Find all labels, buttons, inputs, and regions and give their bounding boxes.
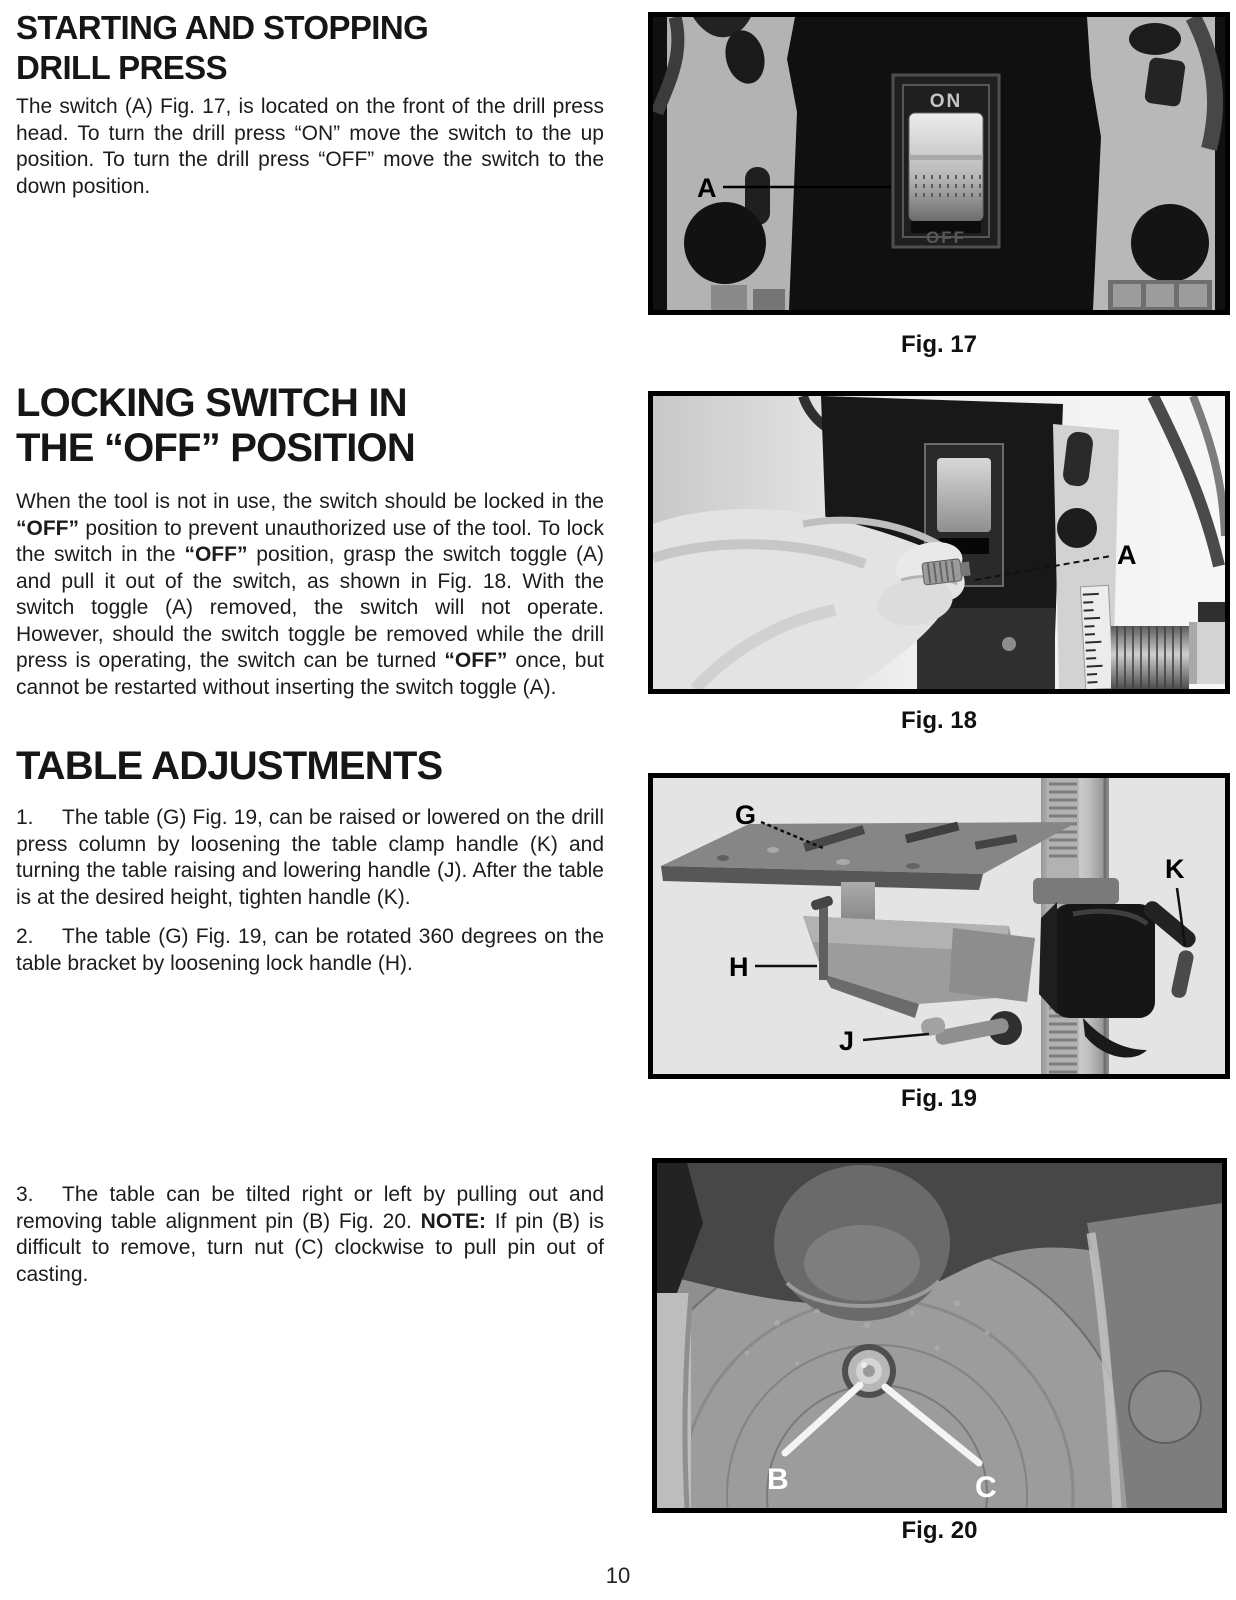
list-item-number: 2. [16,925,34,948]
list-item-2 [16,924,604,977]
list-item-text: The table can be tilted right or left by pulling out and removing table alignment pin (B) Fig. 20. NOTE: If pin (B) is difficult to remove, turn nut (C) clockwise to pull pin out of casting. [16,1183,604,1286]
figure-19-caption: Fig. 19 [900,1085,978,1112]
list-item-number: 3. [16,1183,34,1206]
part-label-a: A [697,173,717,203]
figure-20 [652,1158,1227,1544]
figure-19-photo-table [653,778,1225,1074]
section-heading-starting [16,8,616,88]
list-item-3 [16,1182,604,1288]
part-label-h: H [729,952,749,982]
figure-17 [648,12,1230,358]
switch-toggle [909,113,983,221]
switch-on-text: ON [929,91,963,112]
part-label-k: K [1165,854,1185,884]
figure-17-photo-switch [653,17,1225,310]
section-heading-locking [16,381,616,471]
part-label-j: J [839,1026,855,1056]
left-bracket-casting [657,17,797,310]
figure-18-caption: Fig. 18 [900,707,978,734]
figure-17-caption: Fig. 17 [900,331,978,358]
list-item-text: The table (G) Fig. 19, can be raised or lowered on the drill press column by loosening the table clamp handle (K) and turning the table raising and lowering handle (J). After the table is at the desired height, tighten handle (K). [16,806,604,909]
body-paragraph-starting: The switch (A) Fig. 17, is located on the front of the drill press head. To turn the drill press “ON” move the switch to the up position. To turn the drill press “OFF” move the switch to the down position. [16,95,604,198]
part-label-a: A [1117,540,1137,570]
part-label-b: B [767,1463,789,1496]
figure-19 [648,773,1230,1112]
figure-18-photo-hand-toggle [653,396,1225,689]
figure-20-photo-casting [657,1163,1222,1508]
figure-20-frame [652,1158,1227,1513]
list-item-text: The table (G) Fig. 19, can be rotated 360 degrees on the table bracket by loosening lock handle (H). [16,925,604,975]
right-bracket-casting [1087,17,1215,310]
figure-20-caption: Fig. 20 [901,1517,978,1544]
heading-line: STARTING AND STOPPING [16,9,429,46]
switch-toggle-socket [937,458,991,532]
body-paragraph-locking: When the tool is not in use, the switch should be locked in the “OFF” position to prevent unauthorized use of the tool. To lock the switch in the “OFF” position, grasp the switch toggle (A) and pull it out of the switch, as shown in Fig. 18. With the switch toggle (A) removed, the switch will not operate. However, should the switch toggle be removed while the drill press is operating, the switch can be turned “OFF” once, but cannot be restarted without inserting the switch toggle (A). [16,490,604,699]
part-label-g: G [735,800,757,830]
heading-line: DRILL PRESS [16,49,227,86]
page-number: 10 [605,1563,631,1588]
list-item-1 [16,805,604,911]
heading-line: THE “OFF” POSITION [16,426,415,470]
heading-line: LOCKING SWITCH IN [16,381,407,425]
figure-19-frame [648,773,1230,1079]
figure-17-frame [648,12,1230,315]
figure-18-frame [648,391,1230,694]
part-label-c: C [975,1471,997,1504]
list-item-number: 1. [16,806,34,829]
power-switch [893,75,999,247]
figure-18 [648,391,1230,734]
switch-off-text: OFF [926,228,966,247]
section-heading-table-adjustments: TABLE ADJUSTMENTS [16,744,443,788]
